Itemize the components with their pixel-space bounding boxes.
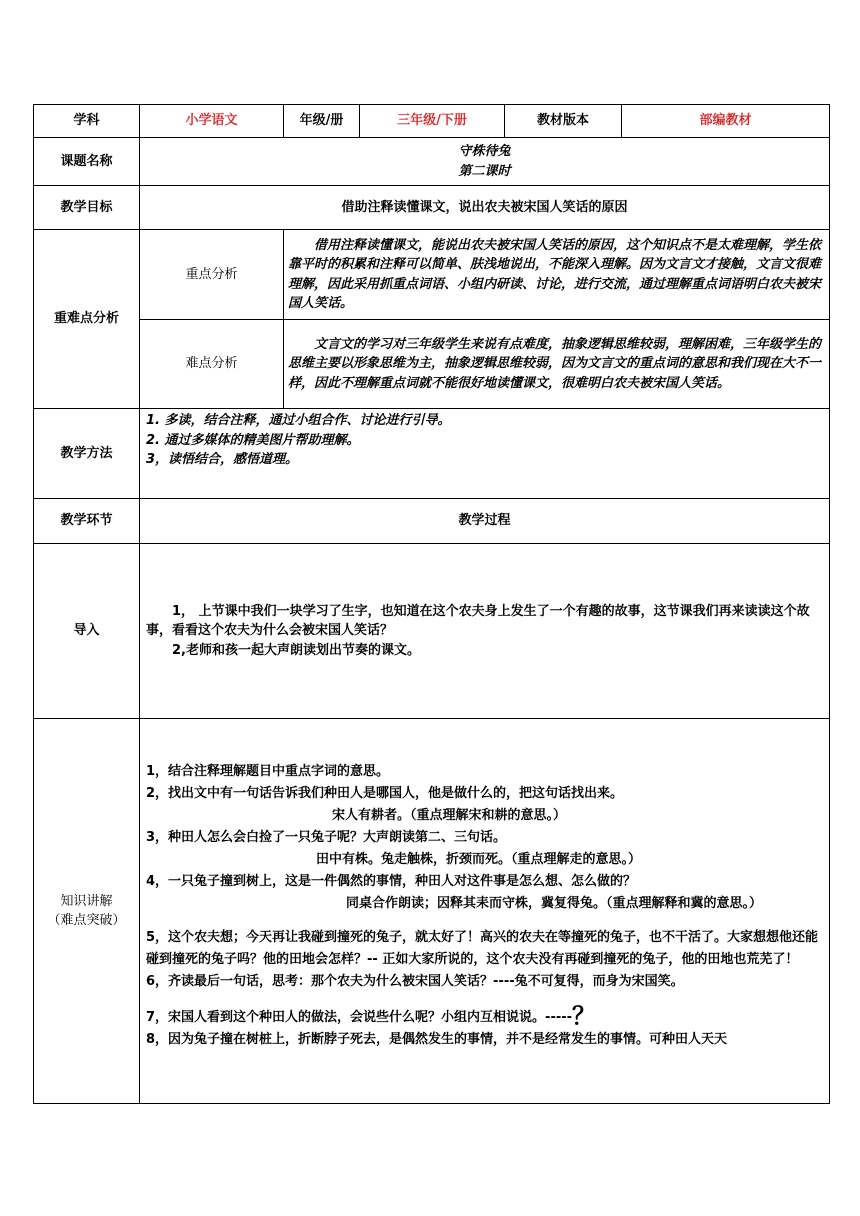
- difficult-analysis-text: 文言文的学习对三年级学生来说有点难度，抽象逻辑思维较弱，理解困难，三年级学生的思维主要以形象思维为主，抽象逻辑思维较弱，因为文言文的重点词的意思和我们现在大不一样，因此不理解重点词就不能很好地读懂课文，很难明白农夫被宋国人笑话。: [288, 336, 822, 391]
- intro-line-1: 1， 上节课中我们一块学习了生字，也知道在这个农夫身上发生了一个有趣的故事，这节课我们再来读读这个故事，看看这个农夫为什么会被宋国人笑话？: [146, 603, 810, 639]
- knowledge-label: [34, 719, 140, 1104]
- methods-row: [34, 409, 830, 499]
- intro-line-2: 2,老师和孩一起大声朗读划出节奏的课文。: [172, 642, 420, 658]
- knowledge-line-5: 田中有株。兔走触株，折颈而死。（重点理解走的意思。）: [316, 852, 642, 867]
- method-item-1: 1. 多读，结合注释，通过小组合作、讨论进行引导。: [146, 413, 451, 428]
- topic-cell: [140, 138, 830, 186]
- topic-title: 守株待兔: [458, 144, 511, 159]
- key-analysis-label: 重点分析: [140, 230, 284, 320]
- knowledge-line-3: 宋人有耕者。（重点理解宋和耕的意思。）: [332, 808, 567, 823]
- methods-label: 教学方法: [34, 409, 140, 499]
- grade-value: 三年级/下册: [360, 105, 505, 138]
- knowledge-line-11: 8，因为兔子撞在树桩上，折断脖子死去，是偶然发生的事情，并不是经常发生的事情。可种田人天天: [146, 1032, 728, 1047]
- knowledge-label-line2: （难点突破）: [47, 913, 126, 928]
- process-header-row: [34, 499, 830, 544]
- method-item-2: 2. 通过多媒体的精美图片帮助理解。: [146, 432, 360, 448]
- edition-value: 部编教材: [622, 105, 830, 138]
- difficult-analysis-label: 难点分析: [140, 320, 284, 409]
- process-label: 教学环节: [34, 499, 140, 544]
- knowledge-line-2: 2，找出文中有一句话告诉我们种田人是哪国人，他是做什么的，把这句话找出来。: [146, 786, 624, 801]
- knowledge-line-4: 3，种田人怎么会白捡了一只兔子呢？大声朗读第二、三句话。: [146, 830, 507, 845]
- header-row: [34, 105, 830, 138]
- knowledge-label-line1: 知识讲解: [60, 893, 113, 909]
- knowledge-line-10-text: 7，宋国人看到这个种田人的做法，会说些什么呢？小组内互相说说。-----: [146, 1010, 573, 1025]
- knowledge-content: [140, 719, 830, 1104]
- methods-list: [140, 409, 830, 499]
- topic-label: 课题名称: [34, 138, 140, 186]
- knowledge-line-8: 5，这个农夫想；今天再让我碰到撞死的兔子，就太好了！高兴的农夫在等撞死的兔子，也不干活了。大家想想他还能碰到撞死的兔子吗？他的田地会怎样？-- 正如大家所说的，这个农夫没有再碰到撞死的兔子，他的田地也荒芜了！: [146, 930, 819, 967]
- analysis-label: 重难点分析: [34, 230, 140, 409]
- grade-label: 年级/册: [284, 105, 360, 138]
- subject-label: 学科: [34, 105, 140, 138]
- knowledge-line-7: 同桌合作朗读；因释其耒而守株，冀复得兔。（重点理解释和冀的意思。）: [346, 896, 763, 911]
- key-analysis-row: [34, 230, 830, 320]
- knowledge-line-6: 4，一只兔子撞到树上，这是一件偶然的事情，种田人对这件事是怎么想、怎么做的？: [146, 874, 637, 889]
- knowledge-line-1: 1，结合注释理解题目中重点字词的意思。: [146, 764, 390, 779]
- intro-row: [34, 544, 830, 719]
- key-analysis-text: 借用注释读懂课文，能说出农夫被宋国人笑话的原因，这个知识点不是太难理解，学生依靠平时的积累和注释可以简单、肤浅地说出，不能深入理解。因为文言文才接触，文言文很难理解，因此采用抓重点词语、小组内研读、讨论，进行交流，通过理解重点词语明白农夫被宋国人笑话。: [288, 237, 822, 311]
- subject-value: 小学语文: [140, 105, 284, 138]
- topic-row: [34, 138, 830, 186]
- knowledge-line-9: 6，齐读最后一句话，思考：那个农夫为什么被宋国人笑话？----兔不可复得，而身为宋国笑。: [146, 974, 684, 989]
- knowledge-line-10: [146, 1002, 823, 1030]
- intro-label: 导入: [34, 544, 140, 719]
- knowledge-row: [34, 719, 830, 1104]
- goal-text: 借助注释读懂课文，说出农夫被宋国人笑话的原因: [140, 186, 830, 230]
- goal-label: 教学目标: [34, 186, 140, 230]
- lesson-plan-table: [33, 104, 830, 1104]
- question-mark-icon: ？: [572, 1002, 597, 1030]
- method-item-3: 3，读悟结合，感悟道理。: [146, 452, 299, 467]
- difficult-analysis-row: [34, 320, 830, 409]
- edition-label: 教材版本: [505, 105, 622, 138]
- goal-row: [34, 186, 830, 230]
- topic-session: 第二课时: [458, 163, 511, 179]
- process-title: 教学过程: [140, 499, 830, 544]
